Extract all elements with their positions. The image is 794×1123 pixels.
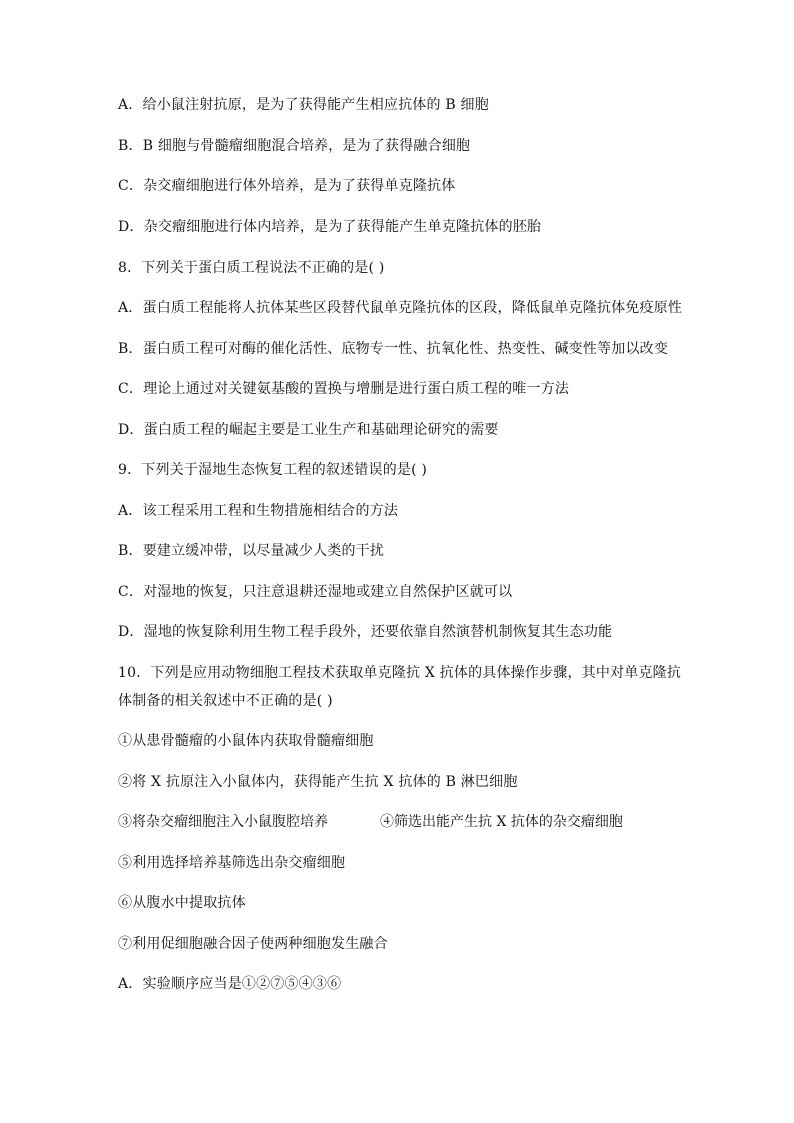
q8-option-b: B．蛋白质工程可对酶的催化活性、底物专一性、抗氧化性、热变性、碱变性等加以改变 (118, 341, 669, 357)
q10-step-row-3-4 (118, 812, 623, 832)
q7-option-a: A．给小鼠注射抗原，是为了获得能产生相应抗体的 B 细胞 (118, 97, 489, 113)
q10-step-1: ①从患骨髓瘤的小鼠体内获取骨髓瘤细胞 (118, 733, 374, 749)
q10-option-a: A．实验顺序应当是①②⑦⑤④③⑥ (118, 976, 342, 992)
q10-stem-line2: 体制备的相关叙述中不正确的是( ) (118, 693, 333, 709)
q8-option-c: C．理论上通过对关键氨基酸的置换与增删是进行蛋白质工程的唯一方法 (118, 381, 570, 397)
q7-option-c: C．杂交瘤细胞进行体外培养，是为了获得单克隆抗体 (118, 178, 456, 194)
q9-option-b: B．要建立缓冲带，以尽量减少人类的干扰 (118, 543, 385, 559)
q8-stem: 8．下列关于蛋白质工程说法不正确的是( ) (118, 260, 385, 276)
q9-option-c: C．对湿地的恢复，只注意退耕还湿地或建立自然保护区就可以 (118, 584, 513, 600)
q7-option-b: B．B 细胞与骨髓瘤细胞混合培养，是为了获得融合细胞 (118, 138, 471, 154)
q7-option-d: D．杂交瘤细胞进行体内培养，是为了获得能产生单克隆抗体的胚胎 (118, 219, 542, 235)
q9-stem: 9．下列关于湿地生态恢复工程的叙述错误的是( ) (118, 462, 428, 478)
q10-step-4: ④筛选出能产生抗 X 抗体的杂交瘤细胞 (380, 814, 623, 830)
q8-option-a: A．蛋白质工程能将人抗体某些区段替代鼠单克隆抗体的区段，降低鼠单克隆抗体免疫原性 (118, 300, 683, 316)
q9-option-d: D．湿地的恢复除利用生物工程手段外，还要依靠自然演替机制恢复其生态功能 (118, 624, 613, 640)
q8-option-d: D．蛋白质工程的崛起主要是工业生产和基础理论研究的需要 (118, 422, 499, 438)
q10-step-7: ⑦利用促细胞融合因子使两种细胞发生融合 (118, 936, 388, 952)
q10-step-5: ⑤利用选择培养基筛选出杂交瘤细胞 (118, 855, 346, 871)
q10-step-3: ③将杂交瘤细胞注入小鼠腹腔培养 (118, 814, 328, 830)
q10-step-2: ②将 X 抗原注入小鼠体内，获得能产生抗 X 抗体的 B 淋巴细胞 (118, 774, 518, 790)
q10-stem-line1: 10．下列是应用动物细胞工程技术获取单克隆抗 X 抗体的具体操作步骤，其中对单克隆抗 (118, 665, 682, 681)
q9-option-a: A．该工程采用工程和生物措施相结合的方法 (118, 503, 399, 519)
q10-step-6: ⑥从腹水中提取抗体 (118, 895, 246, 911)
